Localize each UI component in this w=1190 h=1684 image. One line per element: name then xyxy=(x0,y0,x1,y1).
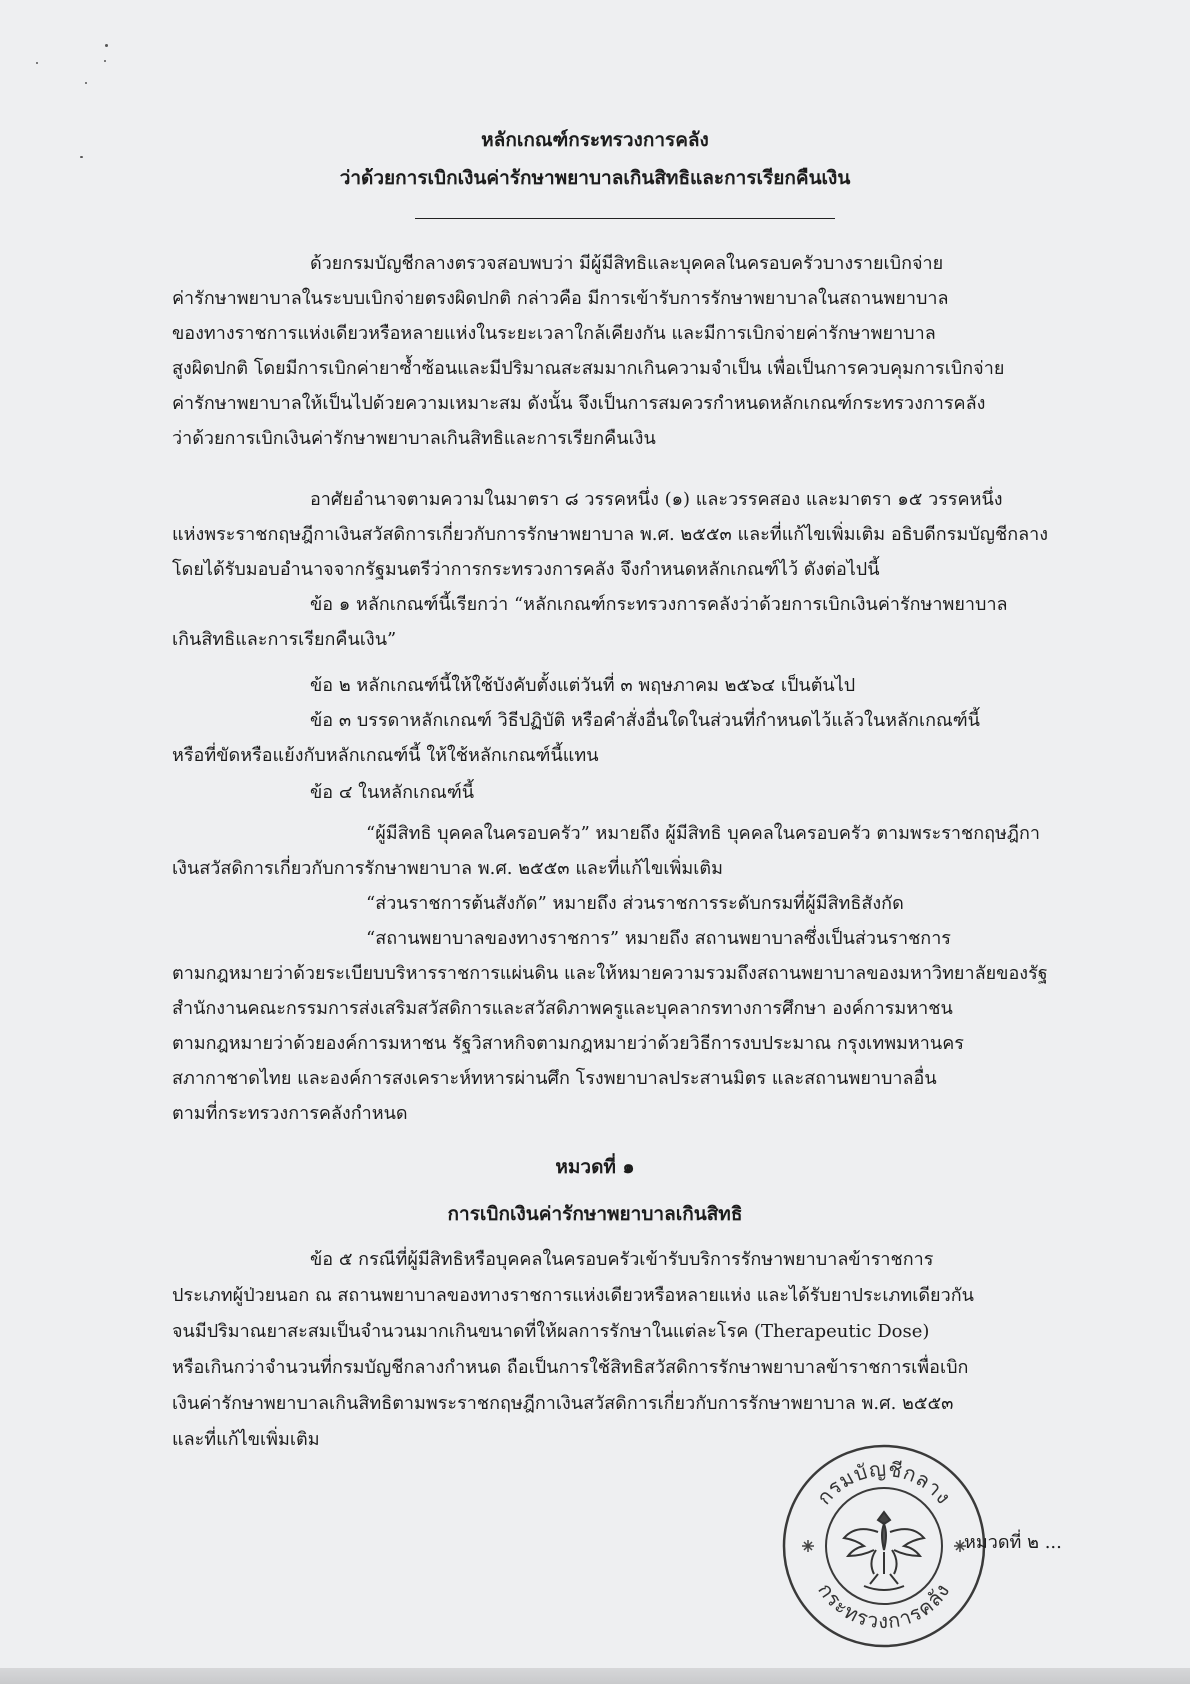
chapter-number: หมวดที่ ๑ xyxy=(555,1156,635,1178)
preamble-line: สูงผิดปกติ โดยมีการเบิกค่ายาซ้ำซ้อนและมีปริมาณสะสมมากเกินความจำเป็น เพื่อเป็นการควบคุมการเบิกจ่าย xyxy=(172,358,1005,379)
scan-speck xyxy=(105,44,108,47)
preamble-line: ด้วยกรมบัญชีกลางตรวจสอบพบว่า มีผู้มีสิทธิและบุคคลในครอบครัวบางรายเบิกจ่าย xyxy=(310,253,944,274)
clause-3-cont: หรือที่ขัดหรือแย้งกับหลักเกณฑ์นี้ ให้ใช้หลักเกณฑ์นี้แทน xyxy=(172,745,599,766)
clause-1: ข้อ ๑ หลักเกณฑ์นี้เรียกว่า “หลักเกณฑ์กระทรวงการคลังว่าด้วยการเบิกเงินค่ารักษาพยาบาล xyxy=(310,594,1008,615)
definition-line: ตามกฎหมายว่าด้วยระเบียบบริหารราชการแผ่นดิน และให้หมายความรวมถึงสถานพยาบาลของมหาวิทยาลัยของรัฐ xyxy=(172,963,1048,984)
definition-line: “ผู้มีสิทธิ บุคคลในครอบครัว” หมายถึง ผู้มีสิทธิ บุคคลในครอบครัว ตามพระราชกฤษฎีกา xyxy=(366,823,1040,844)
svg-text:กรมบัญชีกลาง xyxy=(812,1457,957,1510)
authority-line: อาศัยอำนาจตามความในมาตรา ๘ วรรคหนึ่ง (๑) และวรรคสอง และมาตรา ๑๕ วรรคหนึ่ง xyxy=(310,489,1003,510)
definition-line: เงินสวัสดิการเกี่ยวกับการรักษาพยาบาล พ.ศ. ๒๕๕๓ และที่แก้ไขเพิ่มเติม xyxy=(172,858,723,879)
clause-2: ข้อ ๒ หลักเกณฑ์นี้ให้ใช้บังคับตั้งแต่วันที่ ๓ พฤษภาคม ๒๕๖๔ เป็นต้นไป xyxy=(310,675,856,696)
clause-5-cont: จนมีปริมาณยาสะสมเป็นจำนวนมากเกินขนาดที่ให้ผลการรักษาในแต่ละโรค (Therapeutic Dose) xyxy=(172,1321,930,1342)
preamble-line: ว่าด้วยการเบิกเงินค่ารักษาพยาบาลเกินสิทธิและการเรียกคืนเงิน xyxy=(172,428,656,449)
document-title: หลักเกณฑ์กระทรวงการคลัง xyxy=(481,129,709,151)
scan-speck xyxy=(85,82,87,84)
preamble-line: ค่ารักษาพยาบาลให้เป็นไปด้วยความเหมาะสม ดังนั้น จึงเป็นการสมควรกำหนดหลักเกณฑ์กระทรวงการคลัง xyxy=(172,393,986,414)
scan-speck xyxy=(36,62,38,64)
svg-text:กระทรวงการคลัง xyxy=(813,1579,954,1634)
seal-top-text: กรมบัญชีกลาง xyxy=(811,1456,957,1510)
title-divider xyxy=(415,218,835,219)
clause-1-cont: เกินสิทธิและการเรียกคืนเงิน” xyxy=(172,629,397,650)
definition-line: “ส่วนราชการต้นสังกัด” หมายถึง ส่วนราชการระดับกรมที่ผู้มีสิทธิสังกัด xyxy=(366,893,904,914)
chapter-title: การเบิกเงินค่ารักษาพยาบาลเกินสิทธิ xyxy=(447,1203,743,1225)
definition-line: สำนักงานคณะกรรมการส่งเสริมสวัสดิการและสวัสดิภาพครูและบุคลากรทางการศึกษา องค์การมหาชน xyxy=(172,998,953,1019)
garuda-emblem-icon xyxy=(844,1512,924,1590)
next-page-reference: หมวดที่ ๒ ... xyxy=(964,1532,1062,1553)
authority-line: โดยได้รับมอบอำนาจจากรัฐมนตรีว่าการกระทรวงการคลัง จึงกำหนดหลักเกณฑ์ไว้ ดังต่อไปนี้ xyxy=(172,559,880,580)
official-seal-stamp xyxy=(778,1440,990,1652)
definition-line: “สถานพยาบาลของทางราชการ” หมายถึง สถานพยาบาลซึ่งเป็นส่วนราชการ xyxy=(366,928,951,949)
seal-bottom-text: กระทรวงการคลัง xyxy=(813,1578,955,1634)
clause-5-cont: เงินค่ารักษาพยาบาลเกินสิทธิตามพระราชกฤษฎีกาเงินสวัสดิการเกี่ยวกับการรักษาพยาบาล พ.ศ. ๒๕๕๓ xyxy=(172,1393,954,1414)
scan-speck xyxy=(104,60,106,62)
definition-line: ตามกฎหมายว่าด้วยองค์การมหาชน รัฐวิสาหกิจตามกฎหมายว่าด้วยวิธีการงบประมาณ กรุงเทพมหานคร xyxy=(172,1033,964,1054)
preamble-line: ค่ารักษาพยาบาลในระบบเบิกจ่ายตรงผิดปกติ กล่าวคือ มีการเข้ารับการรักษาพยาบาลในสถานพยาบาล xyxy=(172,288,949,309)
clause-5-cont: และที่แก้ไขเพิ่มเติม xyxy=(172,1429,320,1450)
clause-3: ข้อ ๓ บรรดาหลักเกณฑ์ วิธีปฏิบัติ หรือคำสั่งอื่นใดในส่วนที่กำหนดไว้แล้วในหลักเกณฑ์นี้ xyxy=(310,710,980,731)
definition-line: สภากาชาดไทย และองค์การสงเคราะห์ทหารผ่านศึก โรงพยาบาลประสานมิตร และสถานพยาบาลอื่น xyxy=(172,1068,937,1089)
document-subtitle: ว่าด้วยการเบิกเงินค่ารักษาพยาบาลเกินสิทธิและการเรียกคืนเงิน xyxy=(339,167,851,189)
scan-bottom-edge xyxy=(0,1668,1190,1684)
definition-line: ตามที่กระทรวงการคลังกำหนด xyxy=(172,1103,408,1124)
scan-speck xyxy=(80,156,83,158)
clause-5-cont: ประเภทผู้ป่วยนอก ณ สถานพยาบาลของทางราชการแห่งเดียวหรือหลายแห่ง และได้รับยาประเภทเดียวกัน xyxy=(172,1285,974,1306)
preamble-line: ของทางราชการแห่งเดียวหรือหลายแห่งในระยะเวลาใกล้เคียงกัน และมีการเบิกจ่ายค่ารักษาพยาบาล xyxy=(172,323,936,344)
clause-4: ข้อ ๔ ในหลักเกณฑ์นี้ xyxy=(310,782,475,803)
authority-line: แห่งพระราชกฤษฎีกาเงินสวัสดิการเกี่ยวกับการรักษาพยาบาล พ.ศ. ๒๕๕๓ และที่แก้ไขเพิ่มเติม อธิบดีกรมบัญชีกลาง xyxy=(172,524,1049,545)
clause-5: ข้อ ๕ กรณีที่ผู้มีสิทธิหรือบุคคลในครอบครัวเข้ารับบริการรักษาพยาบาลข้าราชการ xyxy=(310,1249,934,1270)
clause-5-cont: หรือเกินกว่าจำนวนที่กรมบัญชีกลางกำหนด ถือเป็นการใช้สิทธิสวัสดิการรักษาพยาบาลข้าราชการเพื่อเบิก xyxy=(172,1357,969,1378)
